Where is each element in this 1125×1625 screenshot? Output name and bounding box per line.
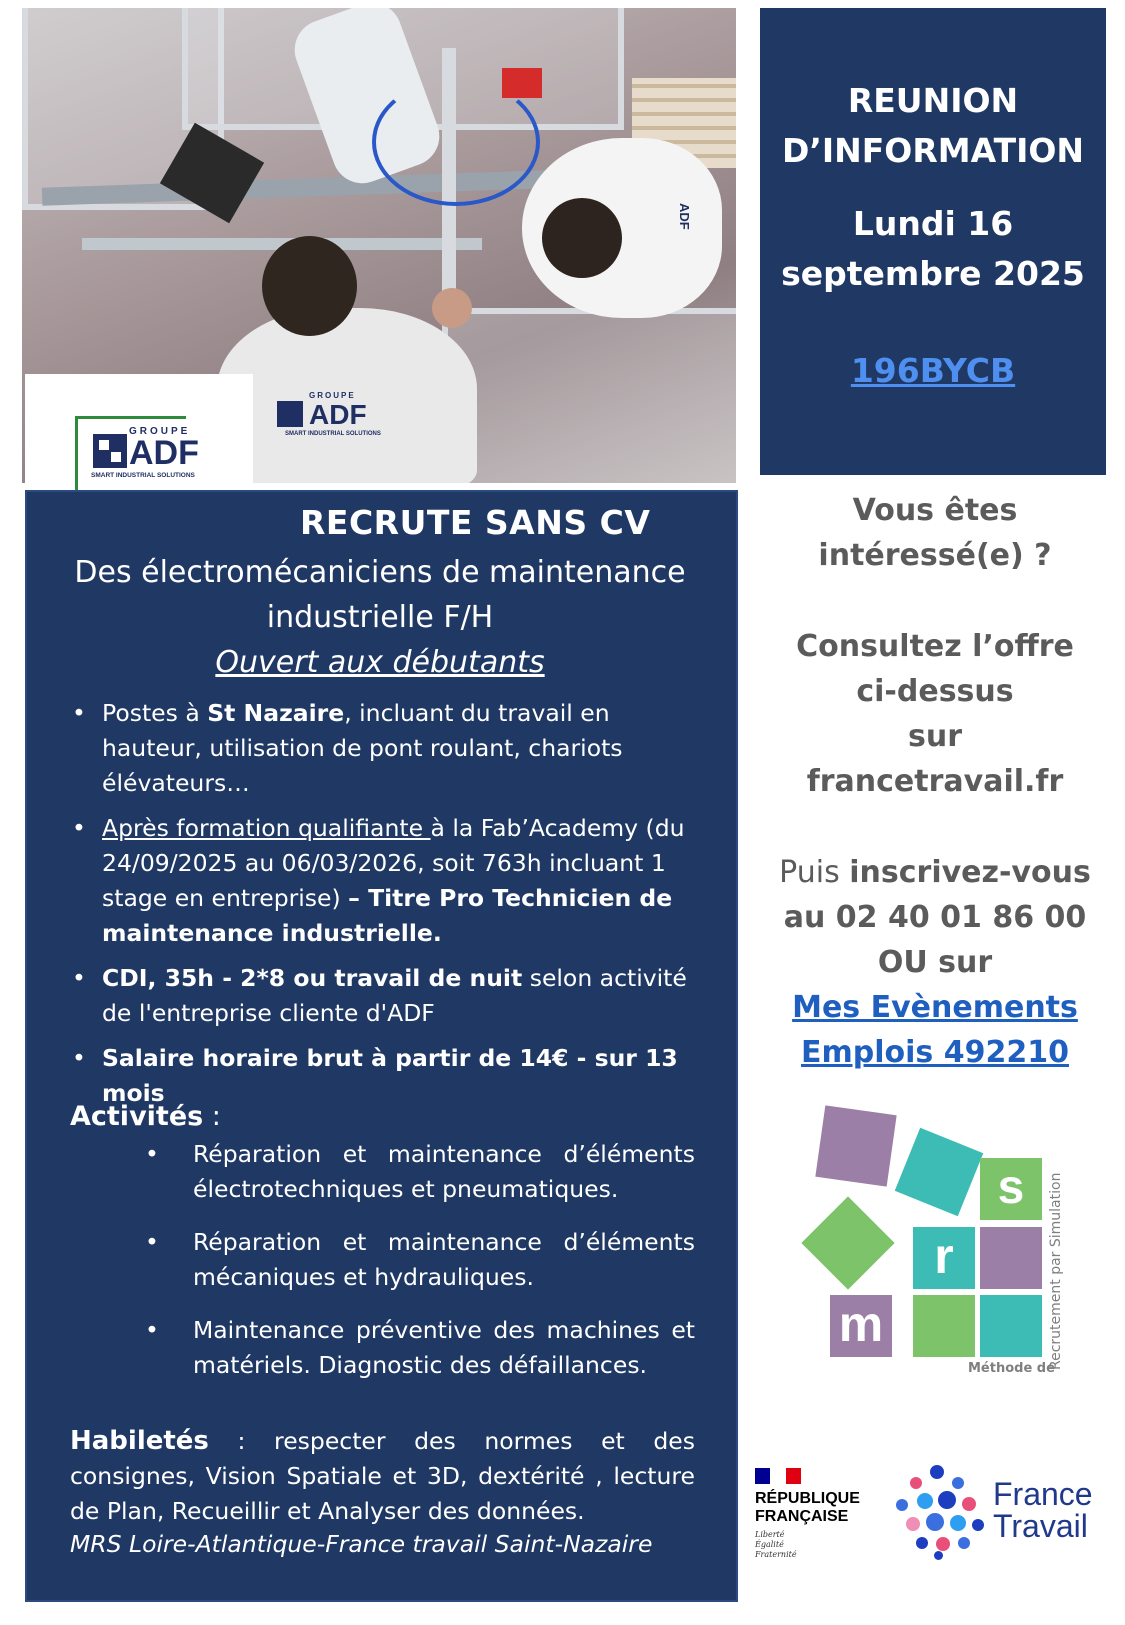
srm-square xyxy=(895,1128,984,1217)
logo-tagline: SMART INDUSTRIAL SOLUTIONS xyxy=(91,472,195,479)
activities-heading: Activités : xyxy=(70,1101,221,1132)
srm-method-label: Méthode de xyxy=(968,1361,1055,1376)
srm-square xyxy=(815,1105,896,1186)
bullet-training: • Après formation qualifiante à la Fab’Academy (du 24/09/2025 au 06/03/2026, soit 763h incluant 1 stage en entreprise) – Titre Pro Technicien de maintenance industrielle. xyxy=(72,811,697,951)
srm-vertical-label: Recrutement par Simulation xyxy=(1048,1172,1064,1370)
shirt-logo-brand: ADF xyxy=(309,399,367,430)
subtitle-line-3 xyxy=(40,645,720,680)
shirt-logo-group: GROUPE xyxy=(309,391,356,400)
activity-item: • Réparation et maintenance d’éléments électrotechniques et pneumatiques. xyxy=(145,1137,695,1207)
info-meeting-box xyxy=(760,8,1106,475)
machine-frame xyxy=(442,308,736,483)
srm-square-s: s xyxy=(980,1158,1042,1220)
france-travail-dots-icon xyxy=(892,1465,987,1560)
info-date-1: Lundi 16 xyxy=(852,204,1014,243)
subtitle-line-2: industrielle F/H xyxy=(266,600,494,635)
side-question: Vous êtes intéressé(e) ? xyxy=(818,493,1052,573)
activities-list xyxy=(145,1137,695,1401)
info-title-1: REUNION xyxy=(847,81,1019,120)
hand xyxy=(432,288,472,328)
srm-square xyxy=(980,1295,1042,1357)
activity-item: • Maintenance préventive des machines et matériels. Diagnostic des défaillances. xyxy=(145,1313,695,1383)
srm-square-m: m xyxy=(830,1295,892,1357)
side-consult: Consultez l’offre ci-dessus sur francetravail.fr xyxy=(796,629,1074,799)
bullet-salary: • Salaire horaire brut à partir de 14€ - sur 13 mois xyxy=(72,1041,697,1111)
srm-square-r: r xyxy=(913,1227,975,1289)
footer-organisation: MRS Loire-Atlantique-France travail Saint-Nazaire xyxy=(70,1530,653,1558)
adf-mark-icon xyxy=(93,434,127,468)
events-link[interactable]: Mes Evènements xyxy=(792,990,1078,1025)
logo-brand: ADF xyxy=(129,434,199,472)
side-register: Puis inscrivez-vous au 02 40 01 86 00 OU sur Mes Evènements Emplois 492210 xyxy=(779,855,1091,1070)
shirt-logo-right: ADF xyxy=(677,203,692,230)
red-component xyxy=(502,68,542,98)
bullet-contract: • CDI, 35h - 2*8 ou travail de nuit selon activité de l'entreprise cliente d'ADF xyxy=(72,961,697,1031)
shirt-logo-left xyxy=(277,393,387,443)
bullet-location: • Postes à St Nazaire, incluant du travail en hauteur, utilisation de pont roulant, chariots élévateurs… xyxy=(72,696,697,801)
subtitle-line-1: Des électromécaniciens de maintenance xyxy=(74,555,686,590)
marianne-flag-icon xyxy=(755,1468,801,1484)
logo-group: GROUPE xyxy=(129,426,191,437)
skills-paragraph: Habiletés : respecter des normes et des consignes, Vision Spatiale et 3D, dextérité , lecture de Plan, Recueillir et Analyser des données. xyxy=(70,1426,695,1525)
info-title-2: D’INFORMATION xyxy=(781,131,1085,170)
offer-code-link[interactable]: 196BYCB xyxy=(850,351,1016,390)
events-link-id[interactable]: Emplois 492210 xyxy=(801,1035,1069,1070)
technician-left-head xyxy=(262,236,357,336)
france-travail-wordmark: France Travail xyxy=(993,1476,1093,1544)
republique-francaise-logo: RÉPUBLIQUE FRANÇAISE Liberté Égalité Fraternité xyxy=(755,1468,875,1568)
srm-square xyxy=(980,1227,1042,1289)
open-to-beginners: Ouvert aux débutants xyxy=(215,645,545,680)
srm-square xyxy=(801,1196,894,1289)
activity-item: • Réparation et maintenance d’éléments mécaniques et hydrauliques. xyxy=(145,1225,695,1295)
info-date-2: septembre 2025 xyxy=(781,254,1085,293)
job-bullets xyxy=(72,696,697,1121)
adf-mark-icon xyxy=(277,401,303,427)
technician-right-head xyxy=(542,198,622,278)
srm-logo xyxy=(790,1110,1090,1390)
srm-square xyxy=(913,1295,975,1357)
headline: RECRUTE SANS CV xyxy=(300,503,651,542)
shirt-logo-tagline: SMART INDUSTRIAL SOLUTIONS xyxy=(285,431,381,437)
